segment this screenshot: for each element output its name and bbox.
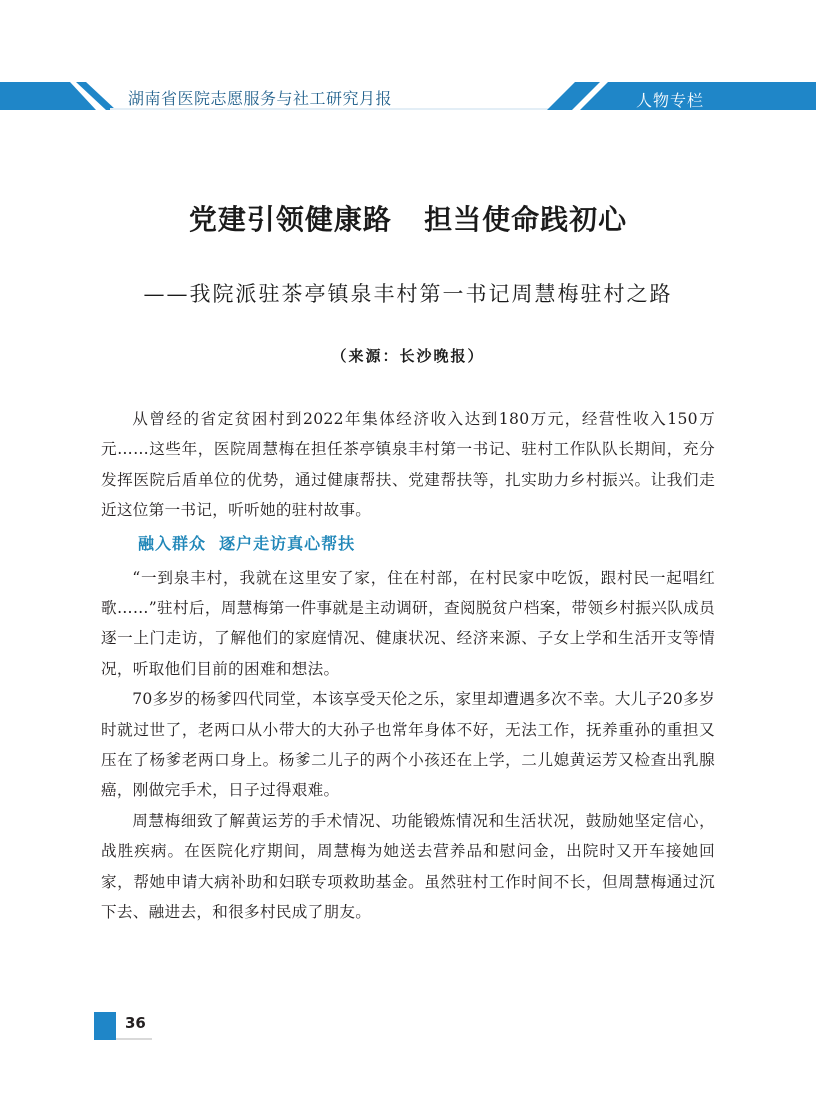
page-marker xyxy=(94,1012,116,1040)
page-number: 36 xyxy=(125,1014,146,1032)
body-paragraph: 周慧梅细致了解黄运芳的手术情况、功能锻炼情况和生活状况，鼓励她坚定信心，战胜疾病。在医院化疗期间，周慧梅为她送去营养品和慰问金，出院时又开车接她回家，帮她申请大病补助和妇联专项救助基金。虽然驻村工作时间不长，但周慧梅通过沉下去、融进去，和很多村民成了朋友。 xyxy=(101,811,715,922)
article-body xyxy=(101,404,715,928)
section-label: 人物专栏 xyxy=(636,91,705,110)
article-title: 党建引领健康路 担当使命践初心 xyxy=(188,203,628,236)
article-source: （来源：长沙晚报） xyxy=(331,347,485,365)
intro-paragraph: 从曾经的省定贫困村到2022年集体经济收入达到180万元，经营性收入150万元……这些年，医院周慧梅在担任茶亭镇泉丰村第一书记、驻村工作队队长期间，充分发挥医院后盾单位的优势，通过健康帮扶、党建帮扶等，扎实助力乡村振兴。让我们走近这位第一书记，听听她的驻村故事。 xyxy=(101,410,715,520)
section-heading: 融入群众 逐户走访真心帮扶 xyxy=(138,533,356,553)
footer-rule xyxy=(116,1038,152,1040)
body-paragraph: 70多岁的杨爹四代同堂，本该享受天伦之乐，家里却遭遇多次不幸。大儿子20多岁时就过世了，老两口从小带大的大孙子也常年身体不好，无法工作，抚养重孙的重担又压在了杨爹老两口身上。杨爹二儿子的两个小孩还在上学，二儿媳黄运芳又检查出乳腺癌，刚做完手术，日子过得艰难。 xyxy=(101,690,715,800)
body-paragraph: “一到泉丰村，我就在这里安了家，住在村部，在村民家中吃饭，跟村民一起唱红歌……”驻村后，周慧梅第一件事就是主动调研，查阅脱贫户档案，带领乡村振兴队成员逐一上门走访，了解他们的家庭情况、健康状况、经济来源、子女上学和生活开支等情况，听取他们目前的困难和想法。 xyxy=(101,568,715,678)
journal-title: 湖南省医院志愿服务与社工研究月报 xyxy=(128,89,393,108)
article-subtitle: ——我院派驻茶亭镇泉丰村第一书记周慧梅驻村之路 xyxy=(143,282,673,306)
